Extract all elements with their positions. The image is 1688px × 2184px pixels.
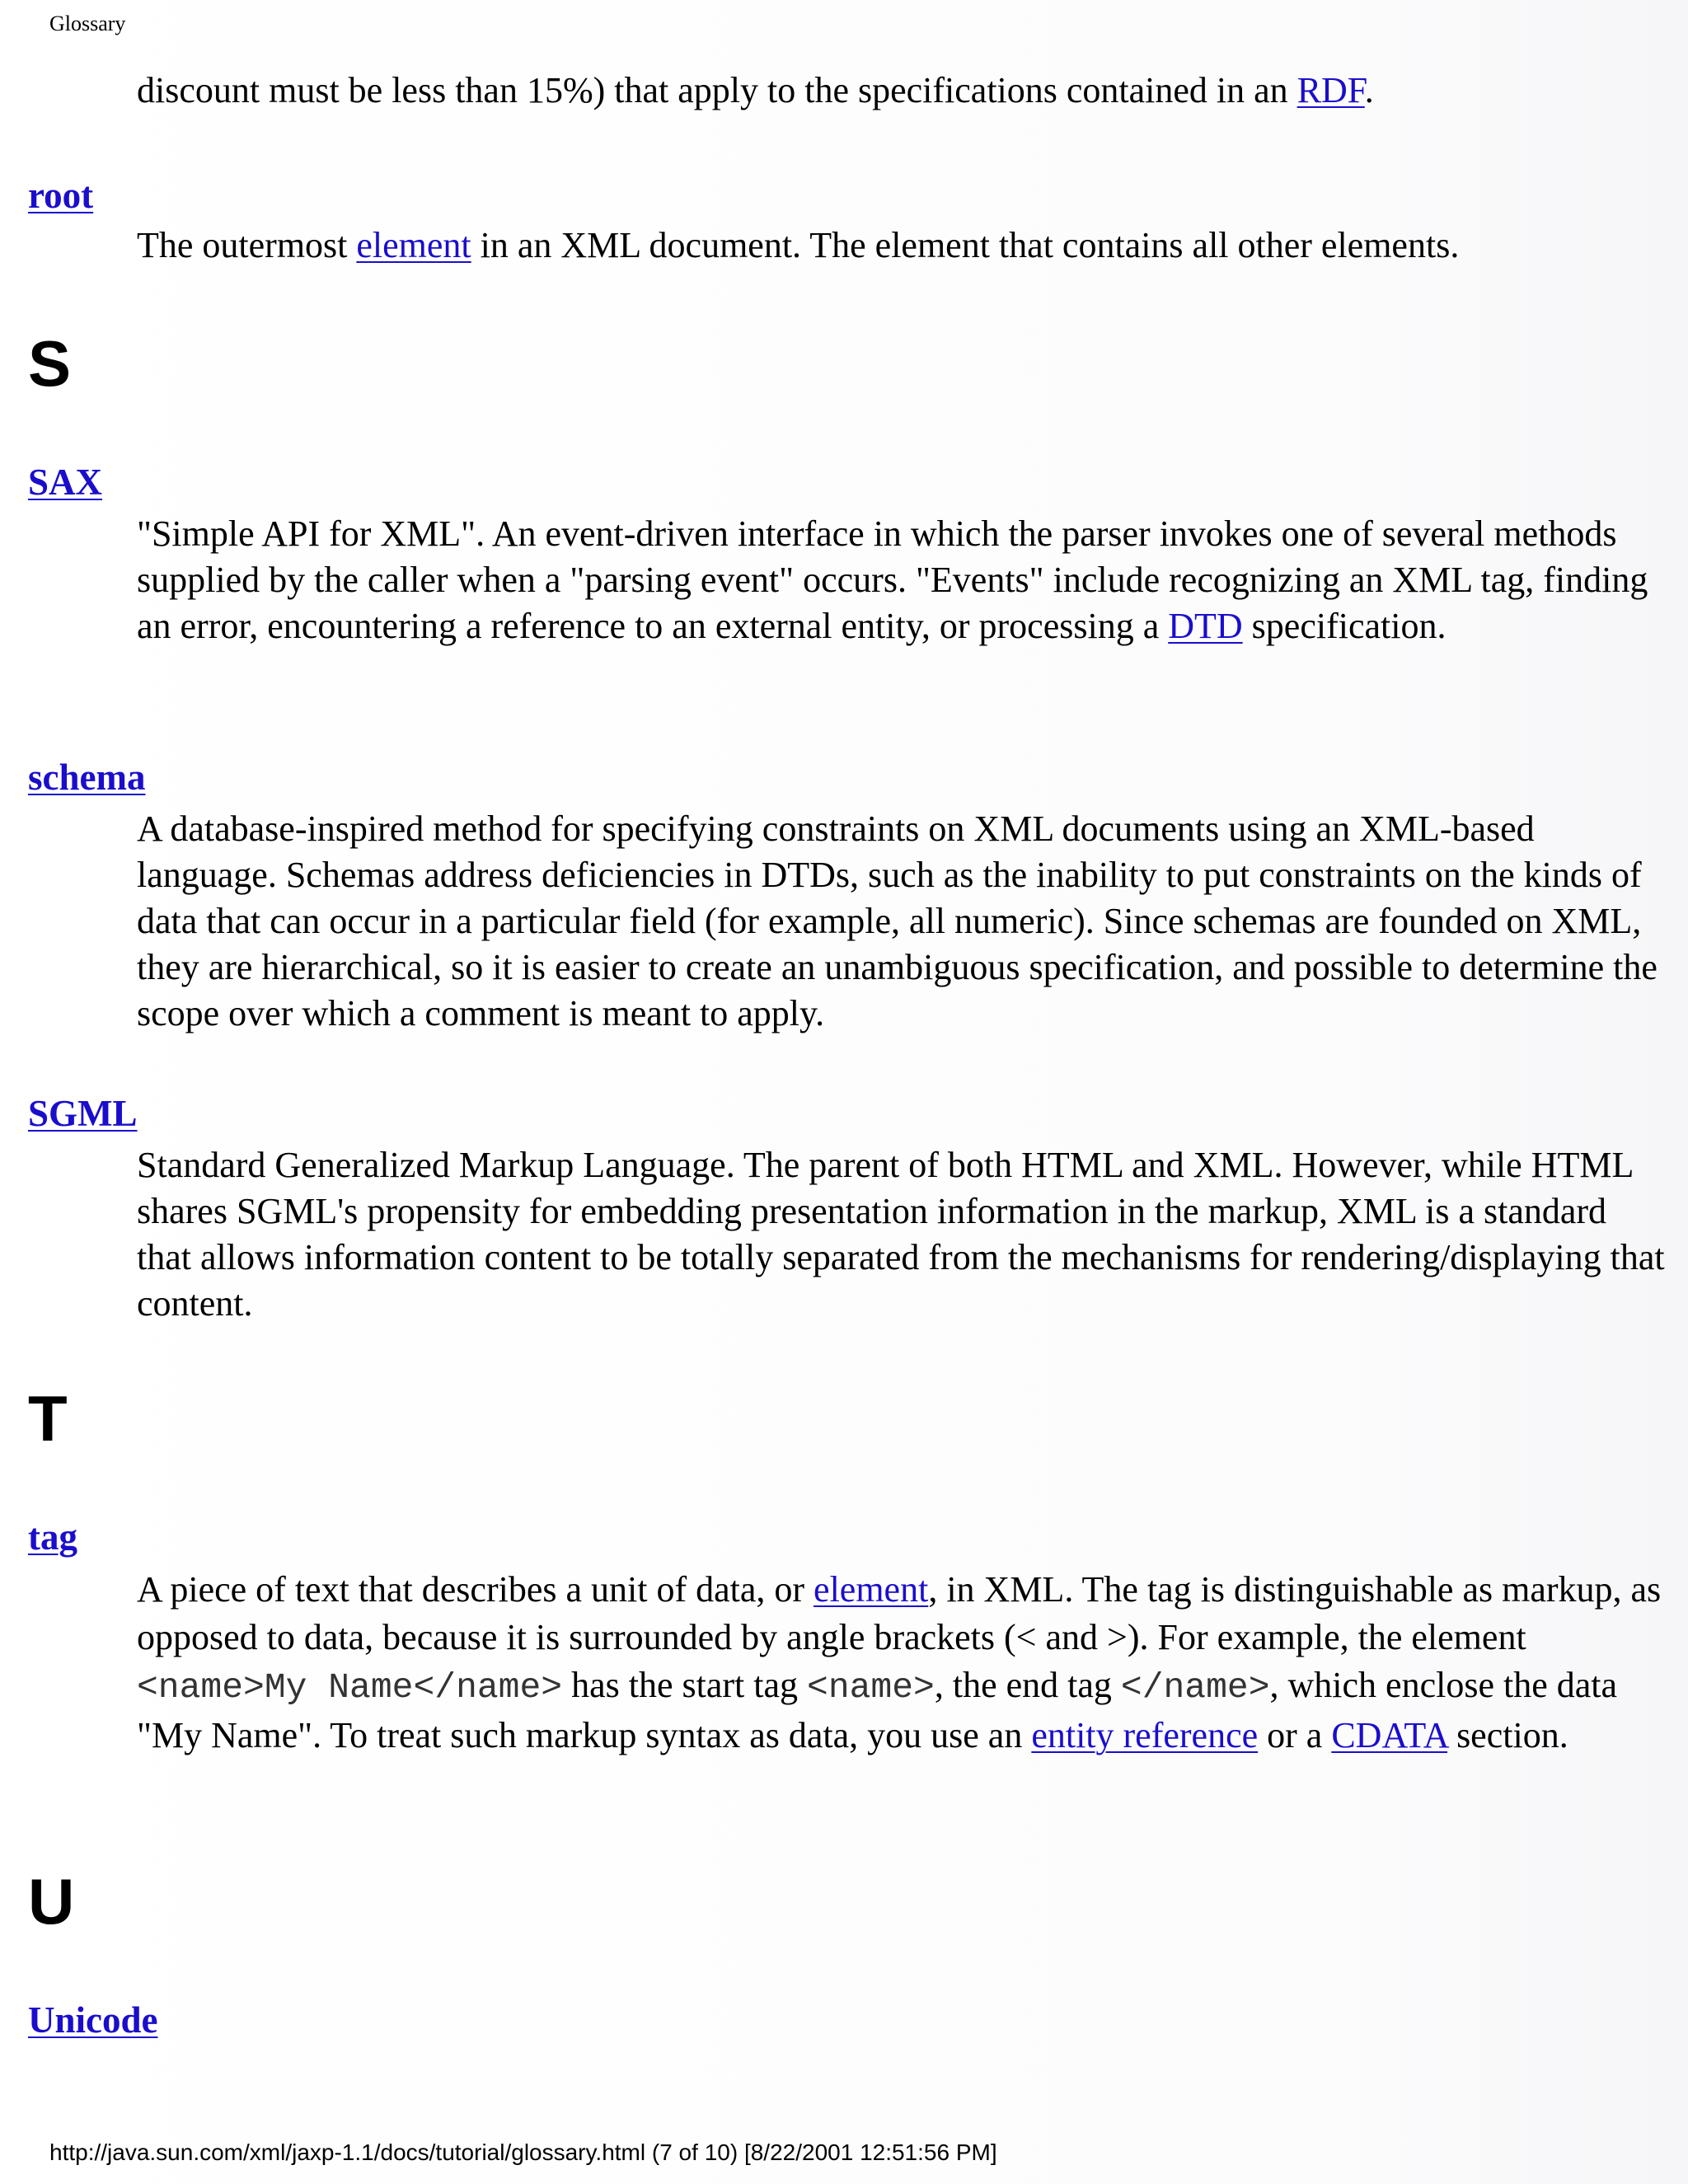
term-unicode[interactable]: Unicode <box>28 1999 158 2041</box>
term-sax[interactable]: SAX <box>28 462 103 503</box>
page-footer-url: http://java.sun.com/xml/jaxp-1.1/docs/tutorial/glossary.html (7 of 10) [8/22/2001 12:51:56 PM] <box>49 2139 997 2165</box>
sax-text-pre: "Simple API for XML". An event-driven interface in which the parser invokes one of several methods supplied by the caller when a "parsing event" occurs. "Events" include recognizing an XML tag, finding an error, encountering a reference to an external entity, or processing a <box>137 513 1648 646</box>
tag-text-4: , the end tag <box>934 1665 1121 1705</box>
page-header-title: Glossary <box>49 12 126 35</box>
link-element[interactable]: element <box>356 225 471 265</box>
tag-text-2: , in XML. The tag is distinguishable as markup, as opposed to data, because it is surrounded by angle brackets (< and >). For example, the element <box>137 1569 1662 1657</box>
tag-text-1: A piece of text that describes a unit of data, or <box>137 1569 814 1610</box>
link-cdata[interactable]: CDATA <box>1331 1715 1448 1755</box>
section-heading-s: S <box>28 327 72 400</box>
continued-after: . <box>1364 70 1374 110</box>
code-element-example: <name>My Name</name> <box>137 1667 563 1708</box>
tag-text-5: , which enclose the data "My Name". To treat such markup syntax as data, you use an <box>137 1665 1618 1755</box>
section-heading-t: T <box>28 1382 68 1455</box>
root-text-pre: The outermost <box>137 225 357 265</box>
continued-definition <box>137 68 1670 114</box>
tag-text-3: has the start tag <box>562 1665 808 1705</box>
tag-text-6: or a <box>1258 1715 1332 1755</box>
section-heading-u: U <box>28 1865 75 1938</box>
link-dtd[interactable]: DTD <box>1168 606 1243 646</box>
sax-text-post: specification. <box>1242 606 1447 646</box>
continued-text: discount must be less than 15%) that apply to the specifications contained in an <box>137 70 1297 110</box>
definition-root <box>137 223 1670 269</box>
tag-text-7: section. <box>1447 1715 1568 1755</box>
link-rdf[interactable]: RDF <box>1296 70 1365 110</box>
code-end-tag: </name> <box>1120 1667 1270 1708</box>
code-start-tag: <name> <box>807 1667 935 1708</box>
link-element-tag[interactable]: element <box>814 1569 929 1610</box>
definition-tag <box>137 1566 1670 1760</box>
term-tag[interactable]: tag <box>28 1516 77 1558</box>
root-text-post: in an XML document. The element that contains all other elements. <box>471 225 1460 265</box>
definition-sax <box>137 511 1670 649</box>
term-schema[interactable]: schema <box>28 757 146 798</box>
term-sgml[interactable]: SGML <box>28 1093 138 1134</box>
link-entity-reference[interactable]: entity reference <box>1031 1715 1259 1755</box>
term-root[interactable]: root <box>28 175 94 216</box>
definition-sgml: Standard Generalized Markup Language. The parent of both HTML and XML. However, while HTML shares SGML's propensity for embedding presentation information in the markup, XML is a standard that allows information content to be totally separated from the mechanisms for rendering/displaying that content. <box>137 1145 1665 1324</box>
definition-schema: A database-inspired method for specifying constraints on XML documents using an XML-based language. Schemas address deficiencies in DTDs, such as the inability to put constraints on the kinds of data that can occur in a particular field (for example, all numeric). Since schemas are founded on XML, they are hierarchical, so it is easier to create an unambiguous specification, and possible to determine the scope over which a comment is meant to apply. <box>137 808 1658 1033</box>
